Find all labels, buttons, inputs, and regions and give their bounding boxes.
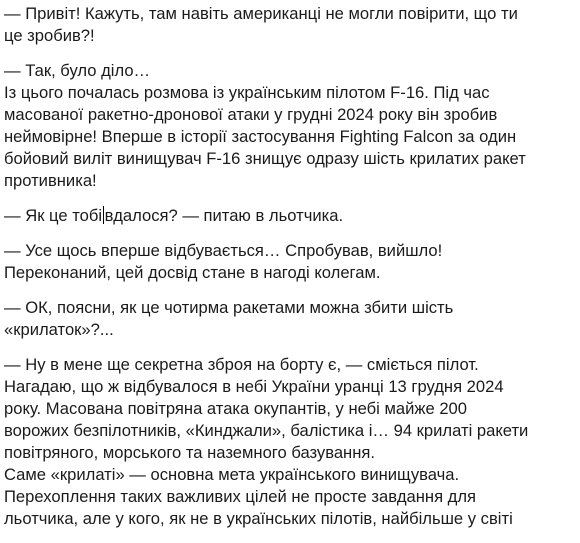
paragraph-6 [4,297,576,341]
text-line: — ОК, поясни, як це чотирма ракетами можна збити шість [4,298,454,317]
text-line: Із цього почалась розмова із українським пілотом F-16. Під час [4,83,490,102]
paragraph-7 [4,354,576,530]
text-line: року. Масована повітряна атака окупантів, у небі майже 200 [4,399,468,418]
text-line: — Ну в мене ще секретна зброя на борту є, — сміється пілот. [4,355,479,374]
text-line: Саме «крилаті» — основна мета українського винищувача. [4,465,460,484]
text-line: «крилаток»?... [4,320,114,339]
text-line: льотчика, але у кого, як не в українських пілотів, найбільше у світі [4,509,513,528]
text-line: Переконаний, цей досвід стане в нагоді колегам. [4,263,381,282]
text-line: це зробив?! [4,26,95,45]
paragraph-2 [4,60,576,82]
text-line: бойовий виліт винищувач F-16 знищує одразу шість крилатих ракет [4,149,526,168]
paragraph-3 [4,82,576,192]
text-before-cursor: — Як це тобі [4,206,103,225]
text-line [4,205,576,227]
paragraph-1 [4,3,576,47]
text-line: Перехоплення таких важливих цілей не просте завдання для [4,487,477,506]
article-text [4,3,576,530]
text-line: — Привіт! Кажуть, там навіть американці не могли повірити, що ти [4,4,518,23]
paragraph-4 [4,205,576,227]
text-line: масованої ракетно-дронової атаки у грудні 2024 року він зробив [4,105,498,124]
text-after-cursor: вдалося? — питаю в льотчика. [104,206,344,225]
text-line: повітряного, морського та наземного базування. [4,443,375,462]
paragraph-5 [4,240,576,284]
text-line: Нагадаю, що ж відбувалося в небі України уранці 13 грудня 2024 [4,377,504,396]
text-line: неймовірне! Вперше в історії застосування Fighting Falcon за один [4,127,517,146]
text-line: ворожих безпілотників, «Кинджали», балістика і… 94 крилаті ракети [4,421,529,440]
text-line: — Усе щось вперше відбувається… Спробував, вийшло! [4,241,443,260]
text-line: противника! [4,171,97,190]
text-line: — Так, було діло… [4,61,151,80]
